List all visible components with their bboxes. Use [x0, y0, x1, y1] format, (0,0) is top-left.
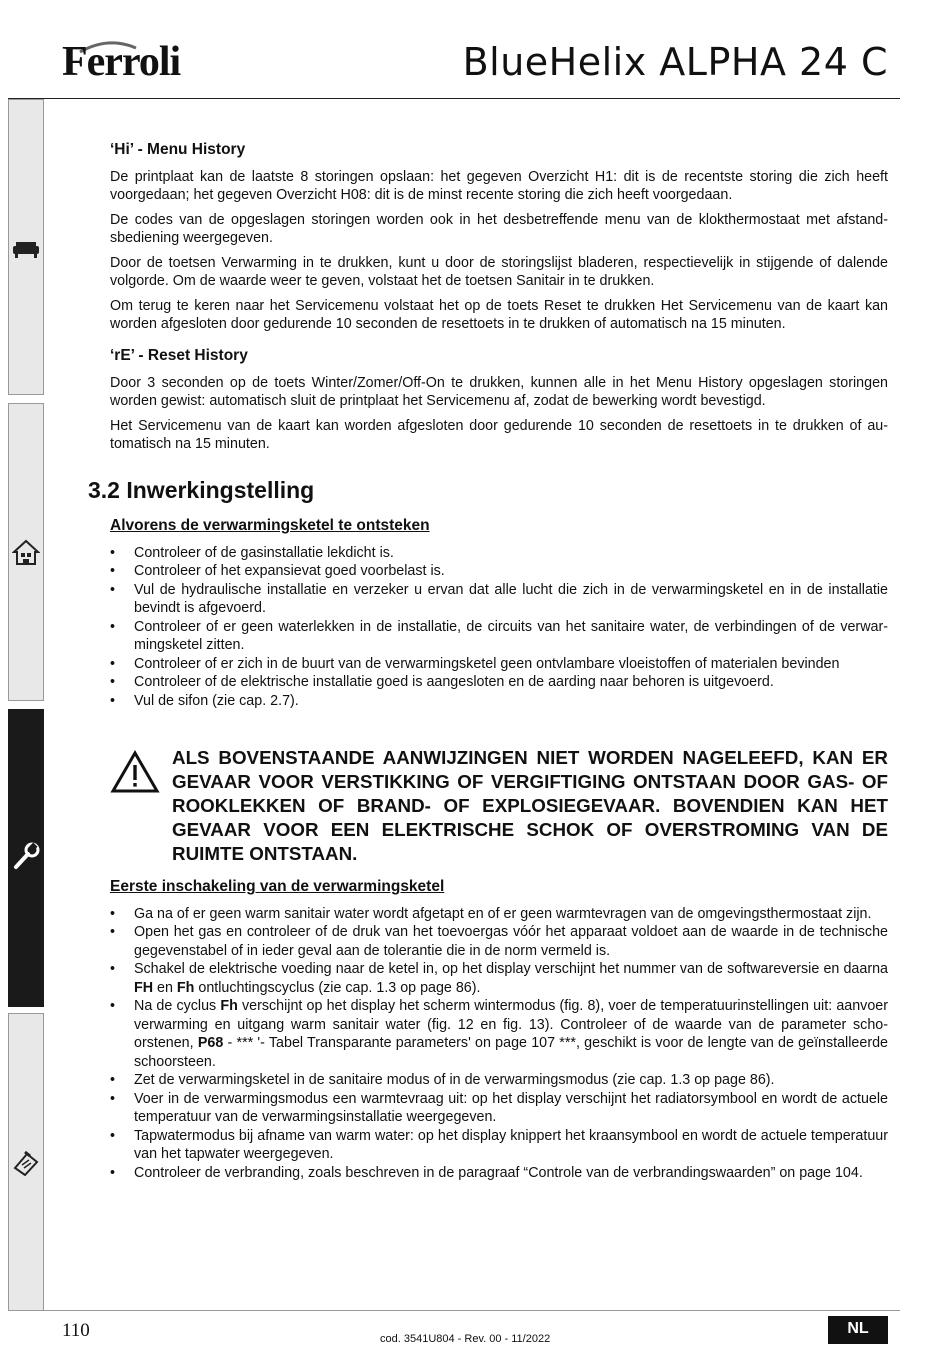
text: en — [153, 979, 177, 996]
model-title: BlueHelix ALPHA 24 C — [462, 40, 888, 84]
code-fh: FH — [134, 979, 154, 996]
heading-reset-history: ‘rE’ - Reset History — [110, 347, 248, 364]
list-item: • Vul de hydraulische installatie en verzeker u ervan dat alle lucht die zich in de verwarmingsketel en in de installatie bevindt is afgevoerd. — [110, 581, 888, 618]
header-rule — [8, 98, 900, 99]
list-item — [110, 997, 888, 1071]
checklist-before-ignition — [110, 544, 888, 711]
section-before-ignition — [110, 517, 888, 710]
brand-logo: Ferroli — [62, 39, 181, 85]
side-tab-user[interactable] — [8, 99, 44, 395]
language-badge: NL — [828, 1316, 888, 1344]
code-fh: Fh — [176, 979, 195, 996]
paragraph: De codes van de opgeslagen storingen worden ook in het desbetreffende menu van de klokthermostaat met afstandsbediening weergegeven. — [110, 211, 888, 246]
list-item: • Controleer of de gasinstallatie lekdicht is. — [110, 544, 888, 563]
section-reset-history — [110, 347, 888, 460]
document-code: cod. 3541U804 - Rev. 00 - 11/2022 — [380, 1333, 551, 1345]
paragraph: Om terug te keren naar het Servicemenu volstaat het op de toets Reset te drukken Het Servicemenu van de kaart kan worden afgesloten door gedurende 10 seconden de resettoets in te drukken of automatisch na 15 minuten. — [110, 297, 888, 332]
clipboard-icon — [12, 1148, 40, 1176]
code-fh: Fh — [220, 998, 238, 1014]
house-icon — [12, 538, 40, 566]
code-p68: P68 — [197, 1035, 224, 1051]
side-tab-service[interactable] — [8, 709, 44, 1007]
side-tab-installer[interactable] — [8, 403, 44, 701]
text: Na de cyclus — [134, 998, 221, 1014]
list-item: • Controleer of er zich in de buurt van de verwarmingsketel geen ontvlambare vloeistoffen of materialen bevinden — [110, 655, 888, 674]
text: ontluchtingscyclus (zie cap. 1.3 op page 86). — [194, 979, 481, 996]
heading-menu-history: ‘Hi’ - Menu History — [110, 141, 246, 158]
list-item: • Controleer of de elektrische installatie goed is aangesloten en de aarding naar behoren is uitgevoerd. — [110, 673, 888, 692]
checklist-first-ignition — [110, 905, 888, 1183]
sofa-icon — [12, 234, 40, 262]
list-item: • Controleer de verbranding, zoals beschreven in de paragraaf “Controle van de verbrandingswaarden” on page 104. — [110, 1164, 888, 1183]
heading-first-ignition: Eerste inschakeling van de verwarmingsketel — [110, 878, 445, 895]
warning-box — [110, 746, 888, 866]
section-heading: 3.2 Inwerkingstelling — [88, 477, 315, 503]
wrench-icon — [12, 842, 40, 870]
side-tab-appendix[interactable] — [8, 1013, 44, 1311]
text: - *** '- Tabel Transparante parameters' on page 107 ***, geschikt is voor de lengte van de geïnstalleerde schoorsteen. — [134, 1035, 888, 1070]
paragraph: Het Servicemenu van de kaart kan worden afgesloten door gedurende 10 seconden de resettoets in te drukken of automatisch na 15 minuten. — [110, 417, 888, 452]
page-number: 110 — [62, 1320, 90, 1341]
list-item: • Zet de verwarmingsketel in de sanitaire modus of in de verwarmingsmodus (zie cap. 1.3 op page 86). — [110, 1071, 888, 1090]
text: Schakel de elektrische voeding naar de ketel in, op het display verschijnt het nummer van de softwareversie en daarna — [134, 961, 888, 977]
list-item: • Voer in de verwarmingsmodus een warmtevraag uit: op het display verschijnt het radiatorsymbool en wordt de actuele temperatuur van de verwarmingsinstallatie weergegeven. — [110, 1090, 888, 1127]
list-item — [110, 960, 888, 997]
paragraph: De printplaat kan de laatste 8 storingen opslaan: het gegeven Overzicht H1: dit is de recentste storing die zich heeft voorgedaan; het gegeven Overzicht H08: dit is de minst recente storing die zich heeft voorgedaan. — [110, 168, 888, 203]
warning-triangle-icon — [110, 750, 160, 794]
footer-rule — [8, 1310, 900, 1311]
list-item: • Tapwatermodus bij afname van warm water: op het display knippert het kraansymbool en wordt de actuele temperatuur van het tapwater weergegeven. — [110, 1127, 888, 1164]
list-item: • Open het gas en controleer of de druk van het toevoergas vóór het apparaat voldoet aan de waarde in de technische gegevenstabel of in ieder geval aan de tolerantie die in de norm vermeld is. — [110, 923, 888, 960]
section-first-ignition — [110, 878, 888, 1182]
text: verschijnt op het display het scherm wintermodus (fig. 8), voer de temperatuurinstellingen uit: aanvoer verwarming en uitgang warm sanitair water (fig. 12 en fig. 13). Controleer of de waarde van de parameter schoorstenen, — [134, 998, 888, 1051]
warning-text: ALS BOVENSTAANDE AANWIJZINGEN NIET WORDEN NAGELEEFD, KAN ER GEVAAR VOOR VERSTIKKING OF VERGIFTIGING ONTSTAAN DOOR GAS- OF ROOKLEKKEN OF BRAND- OF EXPLOSIEGEVAAR. BOVENDIEN KAN HET GEVAAR VOOR EEN ELEKTRISCHE SCHOK OF OVERSTROMING VAN DE RUIMTE ONTSTAAN. — [172, 747, 888, 864]
list-item: • Controleer of er geen waterlekken in de installatie, de circuits van het sanitaire water, de verbindingen of de verwarmingsketel zitten. — [110, 618, 888, 655]
list-item: • Vul de sifon (zie cap. 2.7). — [110, 692, 888, 711]
paragraph: Door de toetsen Verwarming in te drukken, kunt u door de storingslijst bladeren, respectievelijk in stijgende of dalende volgorde. Om de waarde weer te geven, volstaat het de toetsen Sanitair in te drukken. — [110, 254, 888, 289]
heading-before-ignition: Alvorens de verwarmingsketel te ontsteken — [110, 517, 430, 534]
list-item: • Controleer of het expansievat goed voorbelast is. — [110, 562, 888, 581]
paragraph: Door 3 seconden op de toets Winter/Zomer/Off-On te drukken, kunnen alle in het Menu History opgeslagen storingen worden gewist: automatisch sluit de printplaat het Servicemenu af, zodat de bewerking wordt bevestigd. — [110, 374, 888, 409]
section-menu-history — [110, 141, 888, 340]
list-item: • Ga na of er geen warm sanitair water wordt afgetapt en of er geen warmtevragen van de omgevingsthermostaat zijn. — [110, 905, 888, 924]
